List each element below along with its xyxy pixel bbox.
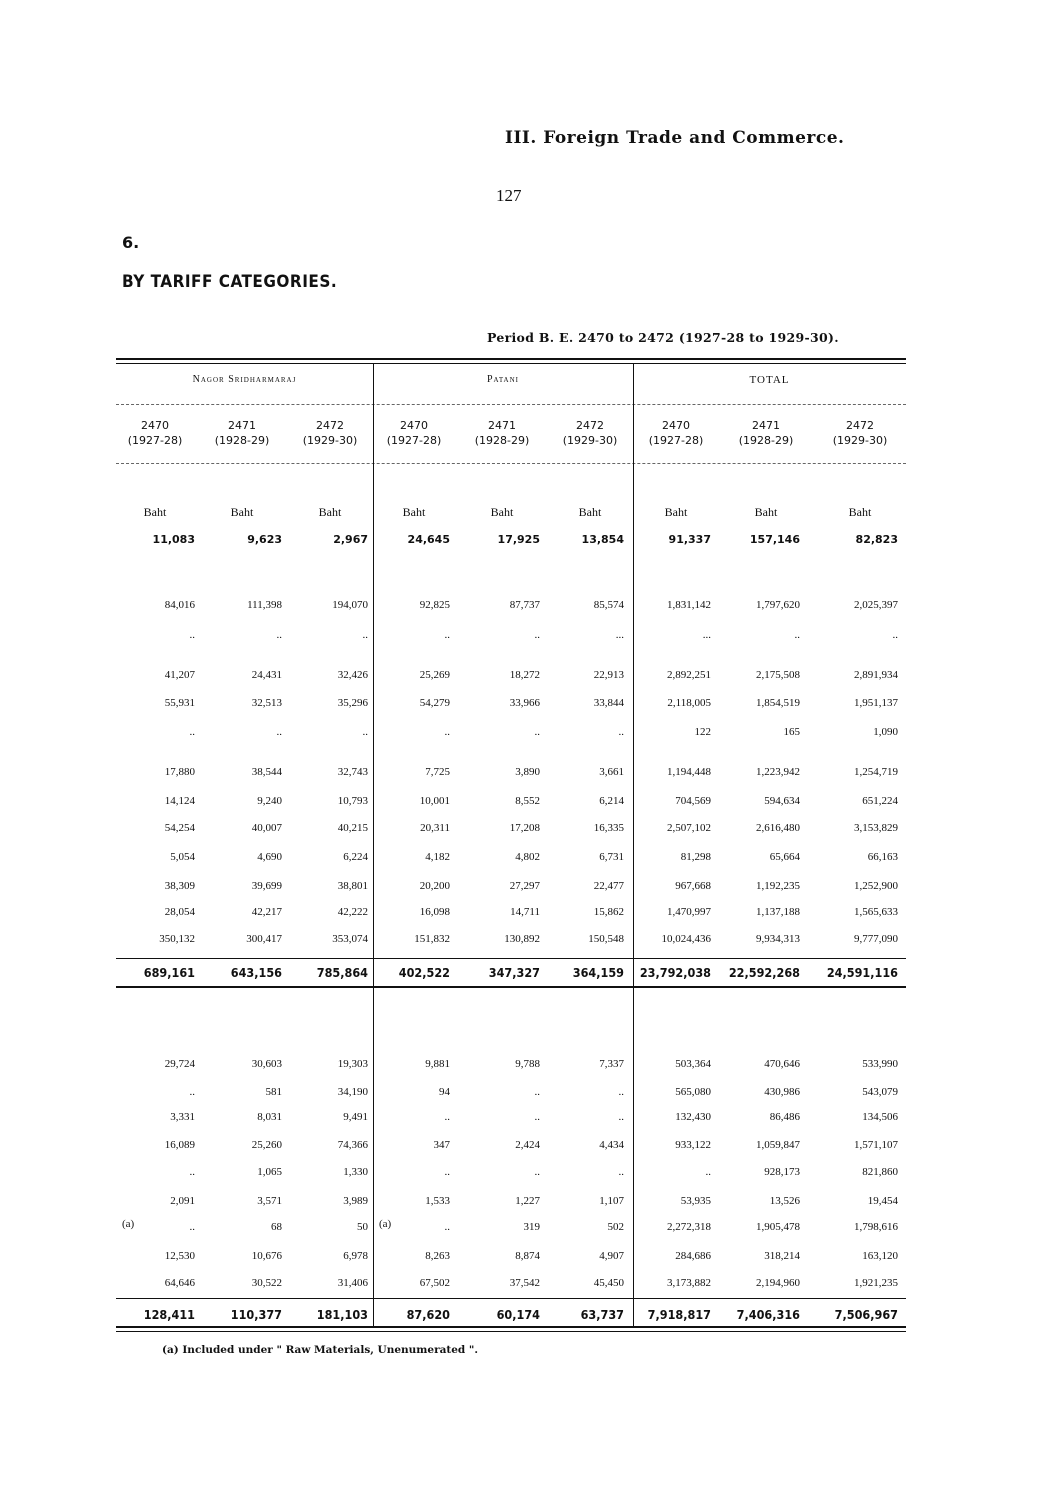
table-cell: 2,118,005 (667, 697, 711, 709)
table-cell: .. (534, 726, 540, 738)
table-cell: 86,486 (769, 1111, 800, 1123)
table-cell: 1,254,719 (854, 766, 898, 778)
table-cell: .. (444, 726, 450, 738)
table-cell: 284,686 (675, 1250, 711, 1262)
table-cell: 3,989 (343, 1195, 368, 1207)
table-cell: 1,831,142 (667, 599, 711, 611)
table-cell: 502 (607, 1221, 624, 1233)
table-cell: 19,303 (337, 1058, 368, 1070)
column-year: 2472 (316, 419, 344, 432)
table-cell: 6,978 (343, 1250, 368, 1262)
table-cell: .. (444, 1111, 450, 1123)
table-cell: 38,309 (164, 880, 195, 892)
table-cell: 967,668 (675, 880, 711, 892)
table-cell: 111,398 (247, 599, 282, 611)
table-cell: 503,364 (675, 1058, 711, 1070)
table-cell: 3,571 (257, 1195, 282, 1207)
table-cell: 150,548 (588, 933, 624, 945)
table-cell: 24,645 (407, 533, 450, 546)
table-cell: 84,016 (164, 599, 195, 611)
table-cell: 2,967 (333, 533, 368, 546)
table-cell: ... (615, 629, 624, 641)
table-cell: 1,470,997 (667, 906, 711, 918)
table-cell: 17,880 (164, 766, 195, 778)
unit-label: Baht (318, 505, 342, 519)
table-cell: 87,737 (509, 599, 540, 611)
table-cell: 319 (523, 1221, 540, 1233)
table-cell: 20,200 (419, 880, 450, 892)
column-period: (1929-30) (832, 434, 888, 447)
table-cell: 1,951,137 (854, 697, 898, 709)
table-cell: 19,454 (867, 1195, 898, 1207)
table-cell: 1,223,942 (756, 766, 800, 778)
table-cell: 9,788 (515, 1058, 540, 1070)
table-cell: .. (362, 629, 368, 641)
column-header (551, 418, 629, 448)
table-cell: 1,090 (873, 726, 898, 738)
total-cell: 7,506,967 (834, 1307, 898, 1322)
table-cell: 16,335 (593, 822, 624, 834)
table-cell: 194,070 (332, 599, 368, 611)
table-cell: 543,079 (862, 1086, 898, 1098)
table-cell: 30,522 (251, 1277, 282, 1289)
table-cell: 7,725 (425, 766, 450, 778)
note-marker: (a) (379, 1218, 392, 1230)
table-cell: 13,526 (769, 1195, 800, 1207)
column-year: 2470 (662, 419, 690, 432)
running-head: III. Foreign Trade and Commerce. (505, 128, 845, 148)
table-cell: 68 (271, 1221, 282, 1233)
column-header (291, 418, 369, 448)
table-cell: 347 (433, 1139, 450, 1151)
table-cell: .. (534, 1111, 540, 1123)
total-cell: 24,591,116 (826, 965, 898, 980)
table-cell: .. (618, 1166, 624, 1178)
table-cell: 2,272,318 (667, 1221, 711, 1233)
table-cell: .. (189, 1221, 195, 1233)
table-cell: 40,007 (251, 822, 282, 834)
total-cell: 128,411 (143, 1307, 195, 1322)
table-cell: 14,124 (164, 795, 195, 807)
table-cell: 7,337 (599, 1058, 624, 1070)
table-cell: 32,426 (337, 669, 368, 681)
total-cell: 643,156 (230, 965, 282, 980)
table-cell: 42,222 (337, 906, 368, 918)
column-period: (1929-30) (562, 434, 618, 447)
table-cell: 91,337 (668, 533, 711, 546)
total-cell: 110,377 (230, 1307, 282, 1322)
column-header (203, 418, 281, 448)
table-cell: 9,777,090 (854, 933, 898, 945)
total-cell: 785,864 (316, 965, 368, 980)
table-cell: 8,552 (515, 795, 540, 807)
table-cell: 64,646 (164, 1277, 195, 1289)
table-cell: .. (189, 1166, 195, 1178)
table-cell: 25,269 (419, 669, 450, 681)
table-cell: 9,623 (247, 533, 282, 546)
column-period: (1929-30) (302, 434, 358, 447)
table-cell: 1,798,616 (854, 1221, 898, 1233)
table-cell: 31,406 (337, 1277, 368, 1289)
table-cell: 1,330 (343, 1166, 368, 1178)
table-cell: .. (362, 726, 368, 738)
table-cell: 318,214 (764, 1250, 800, 1262)
total-cell: 181,103 (316, 1307, 368, 1322)
table-cell: 651,224 (862, 795, 898, 807)
table-cell: 20,311 (420, 822, 450, 834)
table-cell: 1,565,633 (854, 906, 898, 918)
table-cell: 4,907 (599, 1250, 624, 1262)
column-header (821, 418, 899, 448)
table-cell: 8,263 (425, 1250, 450, 1262)
table-cell: 10,793 (337, 795, 368, 807)
period-caption: Period B. E. 2470 to 2472 (1927-28 to 1929-30). (487, 330, 839, 345)
table-cell: 3,153,829 (854, 822, 898, 834)
table-cell: 24,431 (251, 669, 282, 681)
table-cell: 35,296 (337, 697, 368, 709)
unit-label: Baht (143, 505, 167, 519)
table-cell: 163,120 (862, 1250, 898, 1262)
total-cell: 87,620 (406, 1307, 450, 1322)
group-header-total: TOTAL (749, 374, 790, 386)
table-cell: .. (705, 1166, 711, 1178)
column-header (727, 418, 805, 448)
unit-label: Baht (848, 505, 872, 519)
table-cell: 39,699 (251, 880, 282, 892)
table-cell: 28,054 (164, 906, 195, 918)
table-cell: .. (534, 1166, 540, 1178)
column-period: (1928-29) (474, 434, 530, 447)
total-cell: 364,159 (572, 965, 624, 980)
table-cell: 3,661 (599, 766, 624, 778)
total-cell: 347,327 (488, 965, 540, 980)
table-cell: 1,252,900 (854, 880, 898, 892)
table-cell: 1,854,519 (756, 697, 800, 709)
table-cell: 1,905,478 (756, 1221, 800, 1233)
table-cell: .. (276, 726, 282, 738)
table-cell: 16,098 (419, 906, 450, 918)
table-cell: .. (618, 1111, 624, 1123)
column-period: (1928-29) (738, 434, 794, 447)
table-cell: 45,450 (593, 1277, 624, 1289)
table-cell: 3,331 (170, 1111, 195, 1123)
table-cell: 928,173 (764, 1166, 800, 1178)
table-cell: 32,743 (337, 766, 368, 778)
column-header (637, 418, 715, 448)
table-cell: .. (534, 629, 540, 641)
table-cell: 22,913 (593, 669, 624, 681)
column-year: 2470 (400, 419, 428, 432)
unit-label: Baht (230, 505, 254, 519)
unit-label: Baht (664, 505, 688, 519)
table-cell: 82,823 (855, 533, 898, 546)
table-cell: ... (702, 629, 711, 641)
table-cell: 33,966 (509, 697, 540, 709)
table-cell: 165 (783, 726, 800, 738)
table-cell: 42,217 (251, 906, 282, 918)
table-cell: 132,430 (675, 1111, 711, 1123)
table-cell: 2,424 (515, 1139, 540, 1151)
table-cell: 1,107 (599, 1195, 624, 1207)
table-cell: 53,935 (680, 1195, 711, 1207)
table-cell: .. (189, 1086, 195, 1098)
table-cell: 6,214 (599, 795, 624, 807)
table-cell: 565,080 (675, 1086, 711, 1098)
table-cell: 350,132 (159, 933, 195, 945)
table-cell: 6,224 (343, 851, 368, 863)
table-cell: 300,417 (246, 933, 282, 945)
column-year: 2470 (141, 419, 169, 432)
table-cell: 134,506 (862, 1111, 898, 1123)
table-cell: .. (444, 629, 450, 641)
table-cell: 821,860 (862, 1166, 898, 1178)
table-cell: .. (189, 726, 195, 738)
table-cell: 157,146 (749, 533, 800, 546)
column-header (375, 418, 453, 448)
table-cell: 14,711 (510, 906, 540, 918)
table-cell: 2,892,251 (667, 669, 711, 681)
table-cell: 27,297 (509, 880, 540, 892)
table-cell: 2,507,102 (667, 822, 711, 834)
table-cell: 353,074 (332, 933, 368, 945)
column-header (116, 418, 194, 448)
table-cell: 4,182 (425, 851, 450, 863)
column-period: (1927-28) (648, 434, 704, 447)
table-cell: 8,031 (257, 1111, 282, 1123)
table-cell: 37,542 (509, 1277, 540, 1289)
table-cell: 32,513 (251, 697, 282, 709)
table-cell: 40,215 (337, 822, 368, 834)
table-cell: 17,925 (497, 533, 540, 546)
table-cell: 17,208 (509, 822, 540, 834)
table-cell: 34,190 (337, 1086, 368, 1098)
table-cell: 704,569 (675, 795, 711, 807)
table-cell: 1,192,235 (756, 880, 800, 892)
column-year: 2472 (576, 419, 604, 432)
table-cell: 66,163 (867, 851, 898, 863)
unit-label: Baht (490, 505, 514, 519)
table-cell: 9,881 (425, 1058, 450, 1070)
table-cell: 1,227 (515, 1195, 540, 1207)
column-period: (1928-29) (214, 434, 270, 447)
column-year: 2472 (846, 419, 874, 432)
total-cell: 22,592,268 (728, 965, 800, 980)
table-cell: 151,832 (414, 933, 450, 945)
table-cell: .. (444, 1221, 450, 1233)
table-cell: .. (276, 629, 282, 641)
table-cell: 38,544 (251, 766, 282, 778)
table-cell: .. (189, 629, 195, 641)
table-cell: 12,530 (164, 1250, 195, 1262)
table-cell: 30,603 (251, 1058, 282, 1070)
table-cell: 10,024,436 (661, 933, 711, 945)
unit-label: Baht (402, 505, 426, 519)
column-period: (1927-28) (386, 434, 442, 447)
table-cell: 29,724 (164, 1058, 195, 1070)
table-cell: 50 (357, 1221, 368, 1233)
table-cell: 54,279 (419, 697, 450, 709)
table-cell: 25,260 (251, 1139, 282, 1151)
table-cell: .. (534, 1086, 540, 1098)
column-year: 2471 (228, 419, 256, 432)
table-cell: .. (618, 1086, 624, 1098)
table-cell: 9,240 (257, 795, 282, 807)
table-cell: 1,797,620 (756, 599, 800, 611)
table-cell: 581 (265, 1086, 282, 1098)
table-cell: 1,137,188 (756, 906, 800, 918)
table-cell: 5,054 (170, 851, 195, 863)
table-cell: 2,891,934 (854, 669, 898, 681)
table-cell: 8,874 (515, 1250, 540, 1262)
table-cell: 2,175,508 (756, 669, 800, 681)
total-cell: 689,161 (143, 965, 195, 980)
table-cell: 10,676 (251, 1250, 282, 1262)
table-cell: 470,646 (764, 1058, 800, 1070)
column-year: 2471 (488, 419, 516, 432)
table-cell: 38,801 (337, 880, 368, 892)
table-cell: 18,272 (509, 669, 540, 681)
table-cell: 16,089 (164, 1139, 195, 1151)
unit-label: Baht (578, 505, 602, 519)
table-cell: .. (892, 629, 898, 641)
table-cell: 1,065 (257, 1166, 282, 1178)
table-cell: 65,664 (769, 851, 800, 863)
group-header-nagor: Nagor Sridharmaraj (192, 374, 297, 385)
column-header (463, 418, 541, 448)
table-cell: 13,854 (581, 533, 624, 546)
table-cell: 933,122 (675, 1139, 711, 1151)
table-cell: 1,571,107 (854, 1139, 898, 1151)
total-cell: 402,522 (398, 965, 450, 980)
table-cell: 74,366 (337, 1139, 368, 1151)
table-cell: 67,502 (419, 1277, 450, 1289)
table-cell: 1,921,235 (854, 1277, 898, 1289)
table-cell: 10,001 (419, 795, 450, 807)
table-cell: .. (794, 629, 800, 641)
table-cell: 11,083 (152, 533, 195, 546)
section-number: 6. (122, 233, 140, 252)
table-cell: 9,491 (343, 1111, 368, 1123)
table-cell: 4,690 (257, 851, 282, 863)
table-cell: .. (618, 726, 624, 738)
total-cell: 7,406,316 (736, 1307, 800, 1322)
table-cell: 15,862 (593, 906, 624, 918)
table-cell: 2,025,397 (854, 599, 898, 611)
table-cell: 22,477 (593, 880, 624, 892)
table-cell: 81,298 (680, 851, 711, 863)
table-cell: 3,890 (515, 766, 540, 778)
table-cell: 9,934,313 (756, 933, 800, 945)
page-number: 127 (496, 186, 522, 205)
unit-label: Baht (754, 505, 778, 519)
total-cell: 7,918,817 (647, 1307, 711, 1322)
total-cell: 63,737 (580, 1307, 624, 1322)
table-cell: 55,931 (164, 697, 195, 709)
note-marker: (a) (122, 1218, 135, 1230)
table-cell: 4,802 (515, 851, 540, 863)
table-cell: 6,731 (599, 851, 624, 863)
table-cell: 1,194,448 (667, 766, 711, 778)
table-cell: 54,254 (164, 822, 195, 834)
table-cell: 33,844 (593, 697, 624, 709)
table-cell: 4,434 (599, 1139, 624, 1151)
table-cell: 1,533 (425, 1195, 450, 1207)
table-cell: 94 (439, 1086, 450, 1098)
table-cell: 2,091 (170, 1195, 195, 1207)
footnote: (a) Included under " Raw Materials, Unenumerated ". (162, 1344, 479, 1356)
table-cell: 122 (694, 726, 711, 738)
column-year: 2471 (752, 419, 780, 432)
column-period: (1927-28) (127, 434, 183, 447)
table-cell: 41,207 (164, 669, 195, 681)
table-cell: 3,173,882 (667, 1277, 711, 1289)
section-title: BY TARIFF CATEGORIES. (122, 272, 338, 292)
table-cell: 85,574 (593, 599, 624, 611)
total-cell: 60,174 (496, 1307, 540, 1322)
table-cell: 594,634 (764, 795, 800, 807)
group-header-patani: Patani (487, 374, 519, 385)
table-cell: .. (444, 1166, 450, 1178)
table-cell: 533,990 (862, 1058, 898, 1070)
table-cell: 130,892 (504, 933, 540, 945)
total-cell: 23,792,038 (639, 965, 711, 980)
table-cell: 92,825 (419, 599, 450, 611)
table-cell: 2,194,960 (756, 1277, 800, 1289)
table-cell: 430,986 (764, 1086, 800, 1098)
table-cell: 2,616,480 (756, 822, 800, 834)
table-cell: 1,059,847 (756, 1139, 800, 1151)
